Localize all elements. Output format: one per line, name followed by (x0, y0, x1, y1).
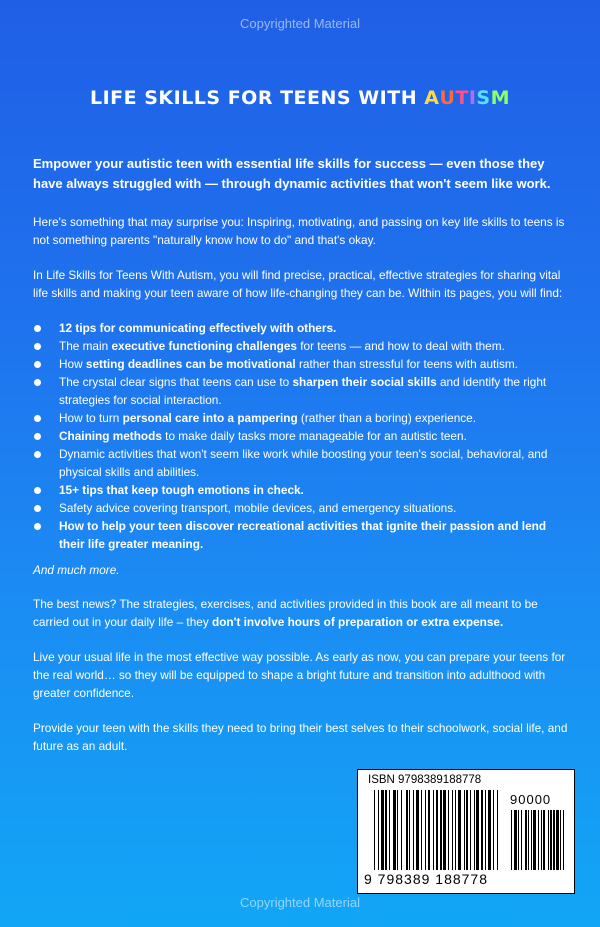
title-letter: I (468, 87, 477, 109)
barcode-bar (476, 790, 479, 870)
barcode-bar (528, 810, 529, 870)
barcode-bar (543, 810, 545, 870)
barcode-bar (381, 790, 384, 870)
list-item (33, 355, 570, 373)
bold-text: sharpen their social skills (292, 375, 437, 389)
barcode-bar (470, 790, 471, 870)
text-run: and identify the right strategies for social interaction. (59, 375, 547, 407)
barcode-bar (443, 790, 446, 870)
bold-text: executive functioning challenges (111, 339, 297, 353)
text-run: The best news? The strategies, exercises, and activities provided in this book are all meant to be carried out in your daily life – they (33, 597, 538, 629)
list-item (33, 319, 570, 337)
barcode-bar (389, 790, 390, 870)
barcode-bar (541, 810, 542, 870)
book-title (0, 87, 600, 109)
barcode-bar (393, 790, 396, 870)
barcode-bar (533, 810, 536, 870)
barcode-bar (466, 790, 468, 870)
back-cover-text (33, 154, 570, 772)
barcode-bar (385, 790, 387, 870)
bullet-icon (34, 523, 41, 530)
list-item (33, 409, 570, 427)
bold-text: 15+ tips that keep tough emotions in check. (59, 483, 304, 497)
paragraph-best-news (33, 595, 570, 631)
barcode-bar (511, 810, 512, 870)
barcode-bar (485, 790, 486, 870)
bold-text: Chaining methods (59, 429, 162, 443)
list-item (33, 499, 570, 517)
text-run: How (59, 357, 86, 371)
paragraph-usual-life: Live your usual life in the most effective way possible. As early as now, you can prepare your teens for the real world… so they will be equipped to shape a bright future and transition into adulthood with greater confidence. (33, 650, 566, 700)
title-letter: U (439, 87, 456, 109)
paragraph-inside: In Life Skills for Teens With Autism, you will find precise, practical, effective strategies for sharing vital life skills and making your teen aware of how life-changing they can be. Within its pages, you will find: (33, 268, 563, 300)
barcode-bar (397, 790, 398, 870)
barcode-bar (455, 790, 456, 870)
title-prefix: LIFE SKILLS FOR TEENS WITH (89, 87, 425, 109)
list-item (33, 445, 570, 481)
bullet-icon (34, 433, 41, 440)
feature-list (33, 319, 570, 553)
text-run: Dynamic activities that won't seem like work while boosting your teen's social, behavioral, and physical skills and abilities. (59, 447, 548, 479)
bullet-icon (34, 361, 41, 368)
paragraph-provide: Provide your teen with the skills they need to bring their best selves to their schoolwork, social life, and future as an adult. (33, 721, 568, 753)
bold-text: setting deadlines can be motivational (85, 357, 296, 371)
barcode-bar (425, 790, 426, 870)
barcode-bar (514, 810, 517, 870)
text-run: (rather than a boring) experience. (297, 411, 477, 425)
title-letter: T (455, 87, 469, 109)
title-rainbow-word (424, 87, 510, 109)
bullet-icon (34, 325, 41, 332)
title-letter: S (476, 87, 491, 109)
barcode-bar (521, 810, 522, 870)
barcode-bar (374, 790, 375, 870)
intro-paragraph: Empower your autistic teen with essential life skills for success — even those they have always struggled with — through dynamic activities that won't seem like work. (33, 156, 551, 191)
list-item (33, 481, 570, 499)
barcode-bar (421, 790, 422, 870)
bullet-icon (34, 487, 41, 494)
barcode-bar (428, 790, 430, 870)
bullet-icon (34, 343, 41, 350)
barcode-bar (436, 790, 438, 870)
barcode-bar (481, 790, 483, 870)
barcode-bar (378, 790, 379, 870)
and-more-text: And much more. (33, 563, 120, 577)
barcode-bar (416, 790, 419, 870)
barcode-bar (409, 790, 410, 870)
barcode-bar (550, 810, 552, 870)
text-run: How to turn (59, 411, 123, 425)
barcode-bar (413, 790, 414, 870)
barcode-bar (556, 810, 559, 870)
barcode-bar (525, 810, 527, 870)
bullet-icon (34, 451, 41, 458)
barcode-bar (464, 790, 465, 870)
barcode-bar (560, 810, 561, 870)
bold-text: How to help your teen discover recreational activities that ignite their passion and lend their life greater meaning. (59, 519, 547, 551)
watermark-bottom: Copyrighted Material (240, 895, 360, 910)
barcode-bar (458, 790, 461, 870)
price-code: 90000 (510, 792, 552, 807)
isbn-barcode (357, 769, 575, 894)
bullet-icon (34, 415, 41, 422)
bullet-icon (34, 505, 41, 512)
barcode-bar (406, 790, 408, 870)
title-letter: M (490, 87, 511, 109)
watermark-top: Copyrighted Material (240, 16, 360, 31)
barcode-bar (448, 790, 449, 870)
barcode-bar (452, 790, 453, 870)
barcode-bar (493, 790, 494, 870)
text-run: The main (59, 339, 112, 353)
barcode-bar (538, 810, 539, 870)
text-run: Safety advice covering transport, mobile devices, and emergency situations. (59, 501, 457, 515)
barcode-bar (433, 790, 434, 870)
barcode-bar (531, 810, 532, 870)
list-item (33, 427, 570, 445)
barcode-bar (401, 790, 402, 870)
list-item (33, 337, 570, 355)
text-run: rather than stressful for teens with autism. (295, 357, 518, 371)
text-run: for teens — and how to deal with them. (296, 339, 505, 353)
barcode-bar (497, 790, 498, 870)
barcode-bar (553, 810, 555, 870)
barcode-bar (474, 790, 475, 870)
barcode-bar (563, 810, 564, 870)
bold-text: personal care into a pampering (122, 411, 298, 425)
title-letter: A (424, 87, 440, 109)
barcode-bar (548, 810, 549, 870)
barcode-bar (440, 790, 442, 870)
bold-text: don't involve hours of preparation or extra expense. (212, 615, 504, 629)
paragraph-surprise: Here's something that may surprise you: Inspiring, motivating, and passing on key life skills to teens is not something parents "naturally know how to do" and that's okay. (33, 215, 565, 247)
bold-text: 12 tips for communicating effectively with others. (59, 321, 337, 335)
list-item (33, 373, 570, 409)
text-run: to make daily tasks more manageable for an autistic teen. (161, 429, 467, 443)
barcode-digits: 9 798389 188778 (364, 871, 488, 887)
barcode-bar (488, 790, 491, 870)
text-run: The crystal clear signs that teens can use to (59, 375, 293, 389)
bullet-icon (34, 379, 41, 386)
barcode-bar (518, 810, 519, 870)
isbn-label: ISBN 9798389188778 (368, 774, 482, 786)
list-item (33, 517, 570, 553)
